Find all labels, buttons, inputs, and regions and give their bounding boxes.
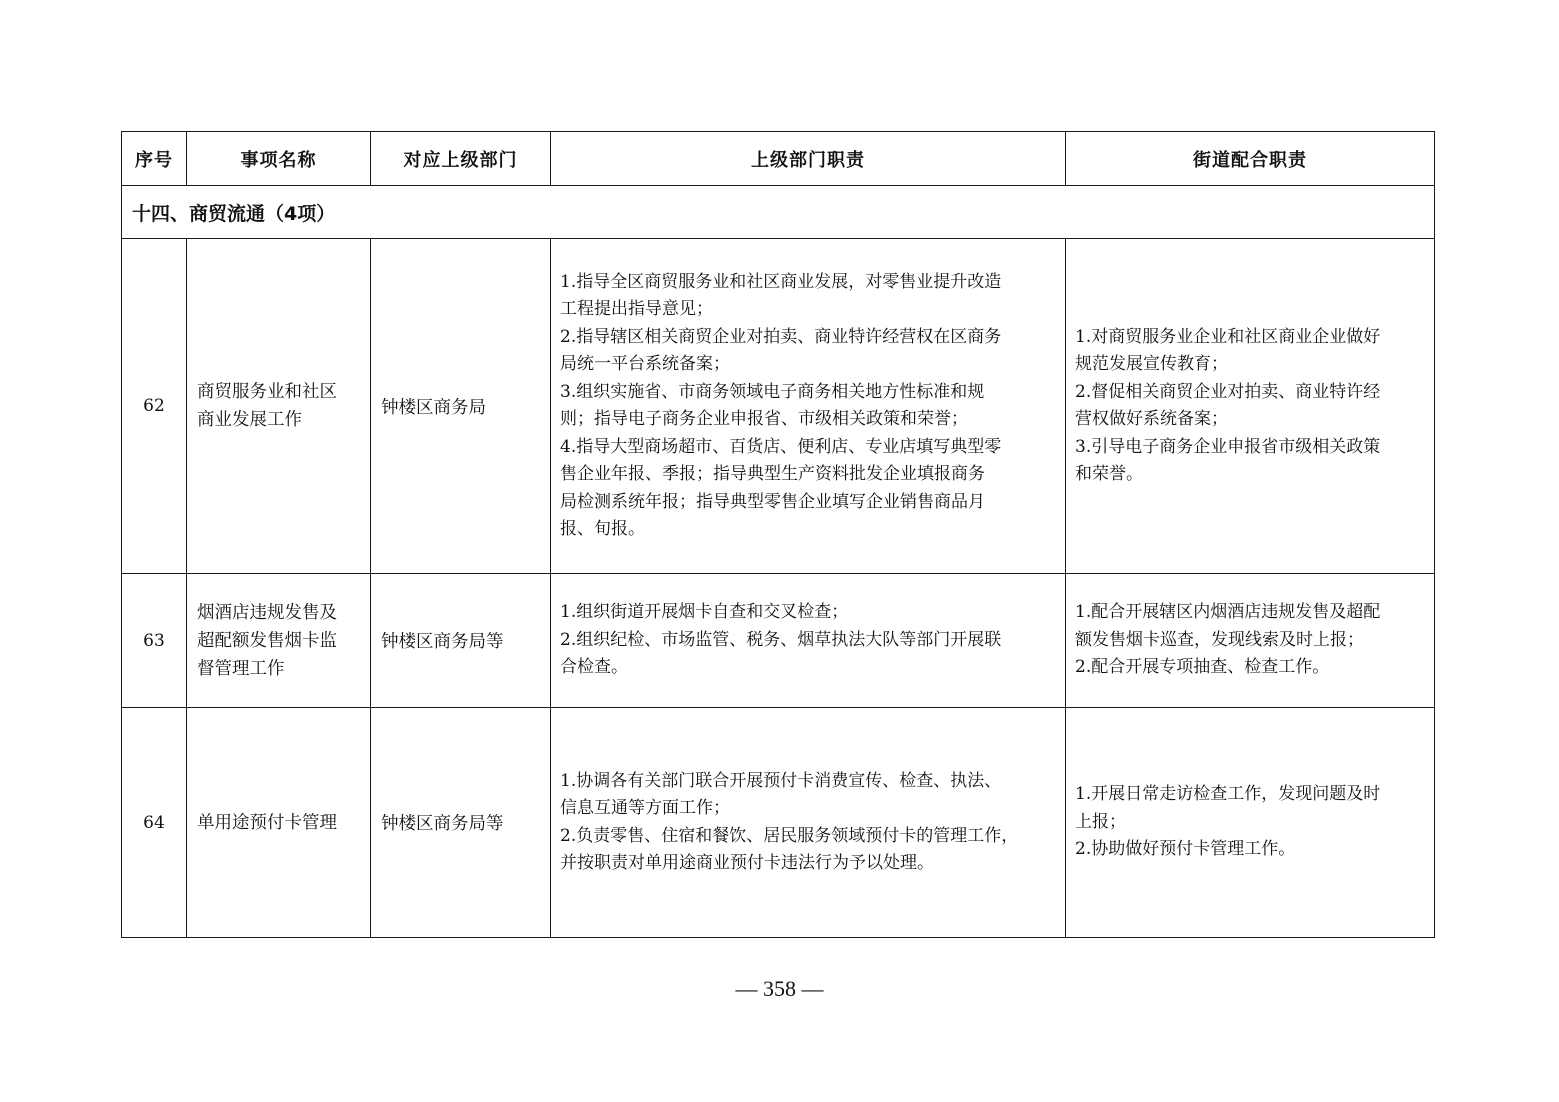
duty-line: 1.指导全区商贸服务业和社区商业发展，对零售业提升改造	[560, 271, 1002, 292]
row-number: 63	[122, 574, 187, 708]
duty-line: 和荣誉。	[1075, 464, 1143, 484]
upper-duties-cell	[551, 239, 1066, 574]
duty-line: 1.对商贸服务业企业和社区商业企业做好	[1075, 326, 1381, 347]
duty-line: 售企业年报、季报；指导典型生产资料批发企业填报商务	[560, 464, 985, 484]
duty-line: 2.组织纪检、市场监管、税务、烟草执法大队等部门开展联	[560, 629, 1002, 650]
item-name-cell	[187, 574, 371, 708]
item-name-line: 烟酒店违规发售及	[197, 602, 337, 623]
duty-line: 1.协调各有关部门联合开展预付卡消费宣传、检查、执法、	[560, 770, 1002, 791]
department-cell: 钟楼区商务局等	[371, 574, 551, 708]
section-row	[122, 186, 1435, 239]
page-number: — 358 —	[735, 976, 824, 1001]
item-name-line: 商业发展工作	[197, 410, 302, 430]
row-number: 62	[122, 239, 187, 574]
duty-line: 营权做好系统备案；	[1075, 409, 1228, 429]
street-duties-cell	[1066, 239, 1435, 574]
duty-line: 1.开展日常走访检查工作，发现问题及时	[1075, 784, 1381, 805]
header-upper-department: 对应上级部门	[371, 132, 551, 186]
street-duties-cell	[1066, 574, 1435, 708]
duty-line: 2.督促相关商贸企业对拍卖、商业特许经	[1075, 381, 1381, 402]
duty-table	[121, 131, 1435, 938]
street-duties-cell	[1066, 708, 1435, 938]
header-item-name: 事项名称	[187, 132, 371, 186]
department-cell: 钟楼区商务局	[371, 239, 551, 574]
department-cell: 钟楼区商务局等	[371, 708, 551, 938]
row-number: 64	[122, 708, 187, 938]
upper-duties-cell	[551, 708, 1066, 938]
duty-line: 1.组织街道开展烟卡自查和交叉检查；	[560, 602, 849, 623]
item-name-line: 督管理工作	[197, 658, 285, 679]
duty-line: 3.组织实施省、市商务领域电子商务相关地方性标准和规	[560, 381, 985, 402]
duty-line: 局统一平台系统备案；	[560, 354, 730, 374]
table-header-row	[122, 132, 1435, 186]
section-title: 十四、商贸流通（4项）	[122, 186, 1435, 239]
duty-line: 并按职责对单用途商业预付卡违法行为予以处理。	[560, 853, 934, 873]
duty-line: 上报；	[1075, 811, 1126, 832]
duty-line: 报、旬报。	[560, 519, 645, 539]
duty-line: 工程提出指导意见；	[560, 299, 713, 319]
header-street-duties: 街道配合职责	[1066, 132, 1435, 186]
item-name-line: 商贸服务业和社区	[197, 382, 337, 402]
duty-line: 额发售烟卡巡查，发现线索及时上报；	[1075, 629, 1364, 650]
duty-line: 合检查。	[560, 657, 628, 678]
duty-line: 1.配合开展辖区内烟酒店违规发售及超配	[1075, 602, 1381, 623]
duty-line: 规范发展宣传教育；	[1075, 354, 1228, 374]
duty-line: 4.指导大型商场超市、百货店、便利店、专业店填写典型零	[560, 436, 1002, 457]
header-upper-duties: 上级部门职责	[551, 132, 1066, 186]
item-name-line: 单用途预付卡管理	[197, 812, 337, 833]
item-name-cell	[187, 239, 371, 574]
duty-line: 2.指导辖区相关商贸企业对拍卖、商业特许经营权在区商务	[560, 326, 1002, 347]
header-number: 序号	[122, 132, 187, 186]
item-name-line: 超配额发售烟卡监	[197, 630, 337, 651]
duty-line: 2.负责零售、住宿和餐饮、居民服务领域预付卡的管理工作，	[560, 825, 1019, 846]
table-row	[122, 708, 1435, 938]
table-row	[122, 239, 1435, 574]
duty-line: 2.配合开展专项抽查、检查工作。	[1075, 657, 1330, 678]
duty-line: 局检测系统年报；指导典型零售企业填写企业销售商品月	[560, 491, 985, 512]
table-row	[122, 574, 1435, 708]
duty-line: 信息互通等方面工作；	[560, 798, 730, 818]
item-name-cell	[187, 708, 371, 938]
upper-duties-cell	[551, 574, 1066, 708]
duty-line: 3.引导电子商务企业申报省市级相关政策	[1075, 436, 1381, 457]
duty-line: 则；指导电子商务企业申报省、市级相关政策和荣誉；	[560, 409, 968, 429]
duty-line: 2.协助做好预付卡管理工作。	[1075, 839, 1296, 860]
